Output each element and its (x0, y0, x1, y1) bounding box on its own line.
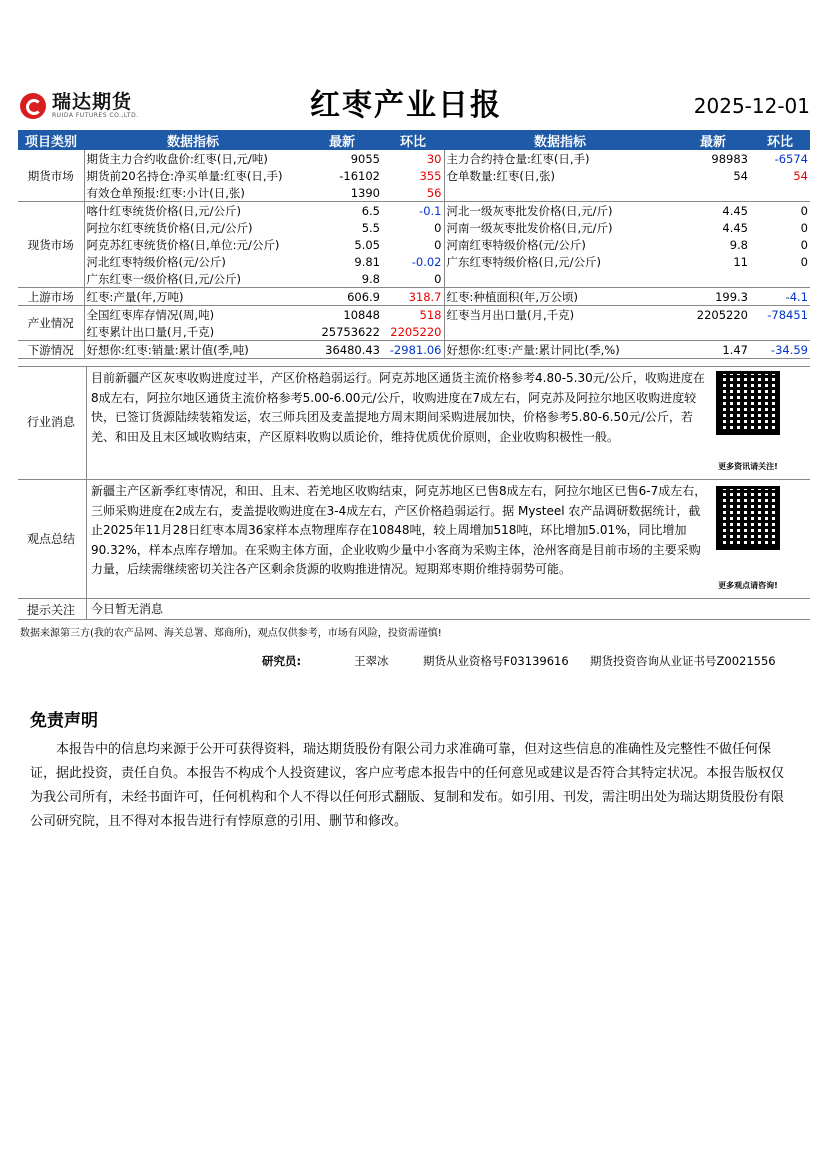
change-value: 2205220 (382, 323, 444, 341)
change-value: 0 (800, 254, 808, 269)
indicator-name: 河北一级灰枣批发价格(日,元/斤) (444, 202, 676, 220)
latest-value: -16102 (339, 168, 380, 183)
latest-value: 36480.43 (302, 341, 382, 359)
indicator-name: 好想你:红枣:销量:累计值(季,吨) (84, 341, 302, 359)
table-row (18, 202, 810, 220)
change-value (750, 323, 810, 341)
header-change: 环比 (382, 130, 444, 150)
change-value: 518 (382, 306, 444, 324)
table-row (18, 306, 810, 324)
change-value: 0 (800, 220, 808, 235)
latest-value: 9.8 (361, 271, 380, 286)
latest-value: 1390 (350, 185, 380, 200)
tips-text: 今日暂无消息 (86, 599, 805, 619)
indicator-name: 广东红枣一级价格(日,元/公斤) (86, 271, 242, 286)
change-value: -78451 (750, 306, 810, 324)
change-value: 0 (382, 270, 444, 288)
table-row (18, 253, 810, 270)
latest-value: 54 (733, 168, 748, 183)
indicator-name: 全国红枣库存情况(周,吨) (84, 306, 302, 324)
industry-news-text: 目前新疆产区灰枣收购进度过半，产区价格趋弱运行。阿克苏地区通货主流价格参考4.80-5.30元/公斤，收购进度在8成左右，阿拉尔地区通货主流价格参考5.00-6.00元/公斤，收购进度在7成左右，阿克苏及阿拉尔地区收购进度较快，已签订货源陆续装箱发运，农三师兵团及麦盖提地方周末期间采购进展加快，价格参考5.80-6.50元/公斤，若羌、和田及且末区域收购结束，产区原料收购以质论价，维持优质优价原则，企业收购积极性一般。 (86, 367, 715, 479)
change-value: 0 (750, 202, 810, 220)
latest-value: 98983 (711, 151, 748, 166)
row-category: 产业情况 (18, 306, 84, 341)
change-value: 355 (382, 167, 444, 184)
researcher-cert-2: 期货投资咨询从业证书号Z0021556 (590, 654, 776, 668)
company-logo (20, 92, 139, 119)
latest-value: 6.5 (302, 202, 382, 220)
qr-caption-2: 更多观点请咨询! (718, 581, 778, 590)
latest-value: 9.81 (354, 254, 380, 269)
row-category: 现货市场 (18, 202, 84, 288)
table-row (18, 219, 810, 236)
change-value: -0.02 (382, 253, 444, 270)
latest-value: 5.05 (354, 237, 380, 252)
indicator-name: 红枣:种植面积(年,万公顷) (444, 288, 676, 306)
latest-value (676, 323, 750, 341)
row-category: 下游情况 (18, 341, 84, 359)
indicator-name: 红枣累计出口量(月,千克) (86, 324, 215, 339)
indicator-name: 河南一级灰枣批发价格(日,元/斤) (446, 220, 613, 235)
header-indicator: 数据指标 (84, 130, 302, 150)
indicator-name: 阿克苏红枣统货价格(日,单位:元/公斤) (86, 237, 280, 252)
table-row (18, 184, 810, 202)
qr-code-icon (716, 486, 780, 550)
table-row (18, 236, 810, 253)
header-category: 项目类别 (18, 130, 84, 150)
header-indicator-2: 数据指标 (444, 130, 676, 150)
table-row (18, 341, 810, 359)
latest-value: 606.9 (302, 288, 382, 306)
latest-value: 5.5 (361, 220, 380, 235)
latest-value: 1.47 (676, 341, 750, 359)
indicator-name: 主力合约持仓量:红枣(日,手) (446, 151, 590, 166)
disclaimer-title: 免责声明 (30, 711, 98, 731)
tips-label: 提示关注 (26, 603, 75, 617)
latest-value: 2205220 (676, 306, 750, 324)
researcher-label: 研究员: (262, 654, 302, 668)
logo-cn-text: 瑞达期货 (52, 91, 133, 113)
disclaimer-text: 本报告中的信息均来源于公开可获得资料，瑞达期货股份有限公司力求准确可靠，但对这些信息的准确性及完整性不做任何保证，据此投资，责任自负。本报告不构成个人投资建议，客户应考虑本报告中的任何意见或建议是否符合其特定状况。本报告版权仅为我公司所有，未经书面许可，任何机构和个人不得以任何形式翻版、复制和发布。如引用、刊发，需注明出处为瑞达期货股份有限公司研究院，且不得对本报告进行有悖原意的引用、删节和修改。 (30, 742, 785, 829)
logo-en-text: RUIDA FUTURES CO.,LTD. (52, 112, 139, 119)
latest-value: 10848 (302, 306, 382, 324)
table-body (18, 150, 810, 359)
latest-value: 9055 (350, 151, 380, 166)
table-row (18, 270, 810, 288)
latest-value: 199.3 (676, 288, 750, 306)
indicator-name: 期货主力合约收盘价:红枣(日,元/吨) (86, 151, 268, 166)
indicator-name (444, 270, 676, 288)
indicator-name: 仓单数量:红枣(日,张) (446, 168, 556, 183)
header-latest: 最新 (302, 130, 382, 150)
change-value: 56 (382, 184, 444, 202)
researcher-cert-1: 期货从业资格号F03139616 (423, 654, 569, 668)
latest-value (676, 270, 750, 288)
indicator-name: 阿拉尔红枣统货价格(日,元/公斤) (86, 220, 253, 235)
table-row (18, 150, 810, 167)
table-row (18, 167, 810, 184)
qr-code-icon (716, 371, 780, 435)
qr-caption-1: 更多资讯请关注! (718, 462, 778, 471)
table-header-row (18, 130, 810, 150)
indicator-name: 好想你:红枣:产量:累计同比(季,%) (444, 341, 676, 359)
indicator-name: 河南红枣特级价格(元/公斤) (446, 237, 586, 252)
data-source-note: 数据来源第三方(我的农产品网、海关总署、郑商所)，观点仅供参考，市场有风险，投资需谨慎! (20, 628, 442, 639)
tips-block (18, 598, 810, 620)
change-value: 0 (382, 219, 444, 236)
change-value: -6574 (774, 151, 808, 166)
header-change-2: 环比 (750, 130, 810, 150)
viewpoint-block (18, 479, 810, 598)
indicator-name: 红枣当月出口量(月,千克) (444, 306, 676, 324)
industry-news-block (18, 366, 810, 479)
indicator-name: 喀什红枣统货价格(日,元/公斤) (84, 202, 302, 220)
viewpoint-text: 新疆主产区新季红枣情况，和田、且末、若羌地区收购结束，阿克苏地区已售8成左右，阿拉尔地区已售6-7成左右，三师采购进度在2成左右，麦盖提收购进度在3-4成左右，产区价格趋弱运行。据 Mysteel 农产品调研数据统计，截止2025年11月28日红枣本周36家样本点物理库存在10848吨，较上周增加518吨，环比增加5.01%，同比增加90.32%，样本点库存增加。在采购主体方面，企业收购少量中小客商为采购主体，沧州客商是目前市场的主要采购力量，后续需继续密切关注各产区剩余货源的收购推进情况。短期郑枣期价维持弱势可能。 (86, 480, 715, 598)
viewpoint-label: 观点总结 (26, 532, 75, 546)
indicator-name: 河北红枣特级价格(元/公斤) (86, 254, 226, 269)
change-value (750, 270, 810, 288)
latest-value: 11 (733, 254, 748, 269)
row-category: 期货市场 (18, 150, 84, 202)
latest-value: 4.45 (722, 220, 748, 235)
researcher-name: 王翠冰 (354, 654, 389, 668)
report-title: 红枣产业日报 (310, 88, 502, 123)
change-value: 54 (793, 168, 808, 183)
change-value: 0 (382, 236, 444, 253)
change-value: 30 (382, 150, 444, 167)
table-row (18, 323, 810, 341)
change-value: 0 (800, 237, 808, 252)
indicator-name: 广东红枣特级价格(日,元/公斤) (446, 254, 602, 269)
data-table (18, 130, 810, 359)
change-value (750, 184, 810, 202)
change-value: -4.1 (750, 288, 810, 306)
latest-value: 9.8 (729, 237, 748, 252)
indicator-name: 有效仓单预报:红枣:小计(日,张) (86, 185, 245, 200)
change-value: -2981.06 (382, 341, 444, 359)
report-date: 2025-12-01 (693, 94, 810, 118)
table-row (18, 288, 810, 306)
indicator-name (444, 184, 676, 202)
indicator-name: 红枣:产量(年,万吨) (84, 288, 302, 306)
latest-value: 25753622 (321, 324, 380, 339)
indicator-name: 期货前20名持仓:净买单量:红枣(日,手) (86, 168, 283, 183)
header-latest-2: 最新 (676, 130, 750, 150)
change-value: -34.59 (750, 341, 810, 359)
row-category: 上游市场 (18, 288, 84, 306)
change-value: -0.1 (382, 202, 444, 220)
latest-value (676, 184, 750, 202)
indicator-name (444, 323, 676, 341)
change-value: 318.7 (382, 288, 444, 306)
logo-icon (20, 93, 46, 119)
latest-value: 4.45 (676, 202, 750, 220)
industry-news-label: 行业消息 (26, 415, 75, 429)
